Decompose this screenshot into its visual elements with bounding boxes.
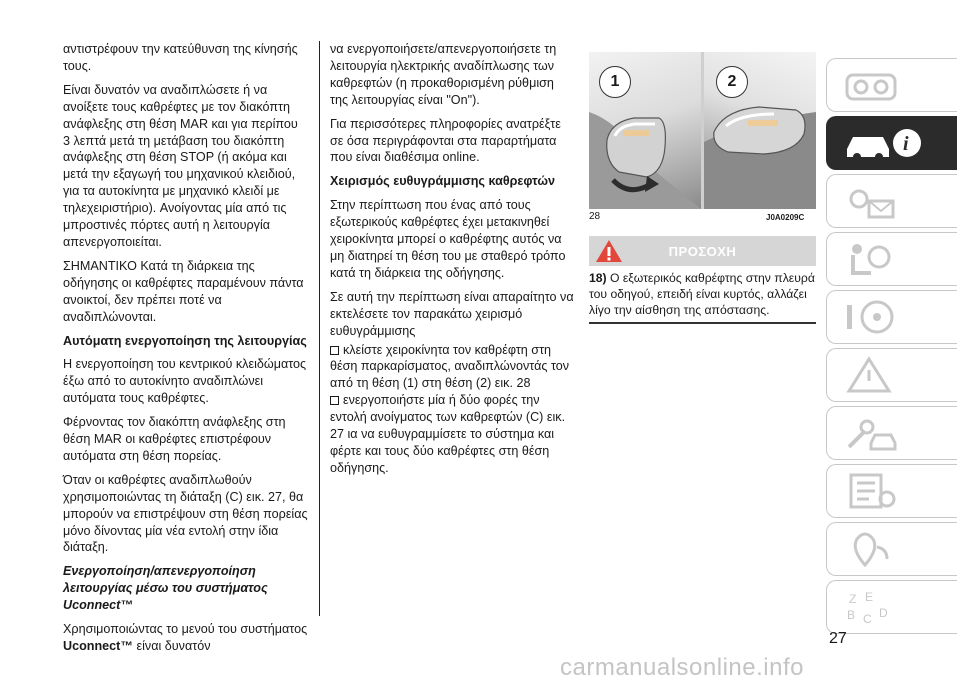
svg-text:E: E [865,590,874,604]
tab-multimedia[interactable] [826,522,957,576]
paragraph: αντιστρέφουν την κατεύθυνση της κίνησής τους. [63,42,298,73]
mirror-figure [589,52,816,209]
bullet-text: ενεργοποιήστε μία ή δύο φορές την εντολή ανοίγματος των καθρεφτών (C) εικ. 27 ια να ευθυγραμμίσετε το σύστημα και φέρτε και τους δύο καθρέφτες στη θέση οδήγησης. [330,393,566,475]
tab-maintenance[interactable] [826,406,957,460]
text-column-left [63,41,308,662]
car-info-icon [843,123,923,163]
page-number: 27 [829,630,847,647]
svg-text:C: C [863,612,872,626]
bullet-item [330,392,575,477]
watermark: carmanualsonline.info [560,654,804,681]
warning-title: ΠΡΟΣΟΧΗ [668,244,737,259]
lights-message-icon [843,181,899,221]
svg-text:i: i [903,133,909,155]
warning-body: Ο εξωτερικός καθρέφτης στην πλευρά του οδηγού, επειδή είναι κυρτός, αλλάζει λίγο την αίσθηση της απόστασης. [589,271,815,317]
paragraph: Για περισσότερες πληροφορίες ανατρέξτε σε όσα περιγράφονται στα παραρτήματα που είναι διαθέσιμα online. [330,116,561,165]
text-column-middle [330,41,575,484]
tab-index[interactable] [826,580,957,634]
bullet-text: κλείστε χειροκίνητα τον καθρέφτη στη θέση παρκαρίσματος, αναδιπλώνοντάς τον από τη θέση (1) στη θέση (2) εικ. 28 [330,342,570,391]
tab-lights-messages[interactable] [826,174,957,228]
warning-triangle-tab-icon [843,355,899,395]
warning-text [589,270,816,318]
text-run: είναι δυνατόν [132,639,211,653]
paragraph: Όταν οι καθρέφτες αναδιπλωθούν χρησιμοποιώντας τη διάταξη (C) εικ. 27, θα μπορούν να επιστρέψουν στη θέση πορείας μόνο δίνοντας μία νέα εντολή στην ίδια διάταξη. [63,472,308,555]
tab-emergency[interactable] [826,348,957,402]
paragraph: Στην περίπτωση που ένας από τους εξωτερικούς καθρέφτες έχει μετακινηθεί χειροκίνητα μπορεί ο καθρέφτης αυτός να μη διατηρεί τη θέση του με σταθερό τρόπο κατά τη διάρκεια της οδήγησης. [330,198,566,280]
tab-driving[interactable] [826,290,957,344]
figure-number: 28 [589,211,601,222]
position-label-1: 1 [599,66,631,98]
section-heading: Αυτόματη ενεργοποίηση της λειτουργίας [63,333,307,348]
airbag-seat-icon [843,239,899,279]
column-divider [319,41,320,616]
index-letters-icon [843,587,899,627]
specs-list-icon [843,471,899,511]
navigation-icon [843,529,899,569]
uconnect-brand: Uconnect™ [63,639,133,653]
paragraph: Είναι δυνατόν να αναδιπλώσετε ή να ανοίξετε τους καθρέφτες με τον διακόπτη ανάφλεξης στη θέση MAR και για περίπου 3 λεπτά μετά τη μετάβαση του διακόπτη ανάφλεξης στη θέση STOP (ή ακόμα και μετά την εξαγωγή του μηχανικού κλειδιού, για τα αυτοκίνητα με μηχανικό κλειδί με τηλεχειριστήριο). Ανοίγοντας μία από τις μπροστινές πόρτες αυτή η λειτουργία απενεργοποιείται. [63,82,298,249]
tab-safety[interactable] [826,232,957,286]
paragraph: Σε αυτή την περίπτωση είναι απαραίτητο να εκτελέσετε τον παρακάτω χειρισμό ευθυγράμμισης [330,289,574,338]
figure-panel-mirror-open [589,52,701,209]
paragraph: Η ενεργοποίηση του κεντρικού κλειδώματος έξω από το αυτοκίνητο αναδιπλώνει αυτόματα τους καθρέφτες. [63,357,307,406]
paragraph: Φέρνοντας τον διακόπτη ανάφλεξης στη θέση MAR οι καθρέφτες επιστρέφουν αυτόματα στη θέση πορείας. [63,415,286,463]
svg-text:Z: Z [849,592,857,606]
bullet-box-icon [330,396,339,405]
figure-code: J0A0209C [766,213,805,222]
bullet-box-icon [330,346,339,355]
section-heading: Χειρισμός ευθυγράμμισης καθρεφτών [330,174,555,189]
tab-technical-data[interactable] [826,464,957,518]
warning-bottom-rule [589,322,816,324]
tab-dashboard[interactable] [826,58,957,112]
warning-header [589,236,816,266]
section-heading-italic: Ενεργοποίηση/απενεργοποίηση λειτουργίας μέσω του συστήματος Uconnect™ [63,564,268,613]
tab-car-info[interactable] [826,116,957,170]
svg-text:D: D [879,606,888,620]
svg-text:B: B [847,608,856,622]
dashboard-icon [843,65,899,105]
important-note: ΣΗΜΑΝΤΙΚΟ Κατά τη διάρκεια της οδήγησης οι καθρέφτες παραμένουν πάντα ανοικτοί, δεν πρέπει ποτέ να αναδιπλώνονται. [63,258,304,324]
paragraph [63,621,308,655]
bullet-item [330,342,575,393]
paragraph: να ενεργοποιήσετε/απενεργοποιήσετε τη λειτουργία ηλεκτρικής αναδίπλωσης των καθρεφτών (η προκαθορισμένη ρύθμιση της λειτουργίας είναι "On"). [330,42,557,107]
position-label-2: 2 [716,66,748,98]
steering-wheel-icon [843,297,899,337]
wrench-car-icon [843,413,899,453]
text-run: Χρησιμοποιώντας το μενού του συστήματος [63,622,308,637]
warning-number: 18) [589,271,607,285]
figure-panel-mirror-folded [704,52,816,209]
